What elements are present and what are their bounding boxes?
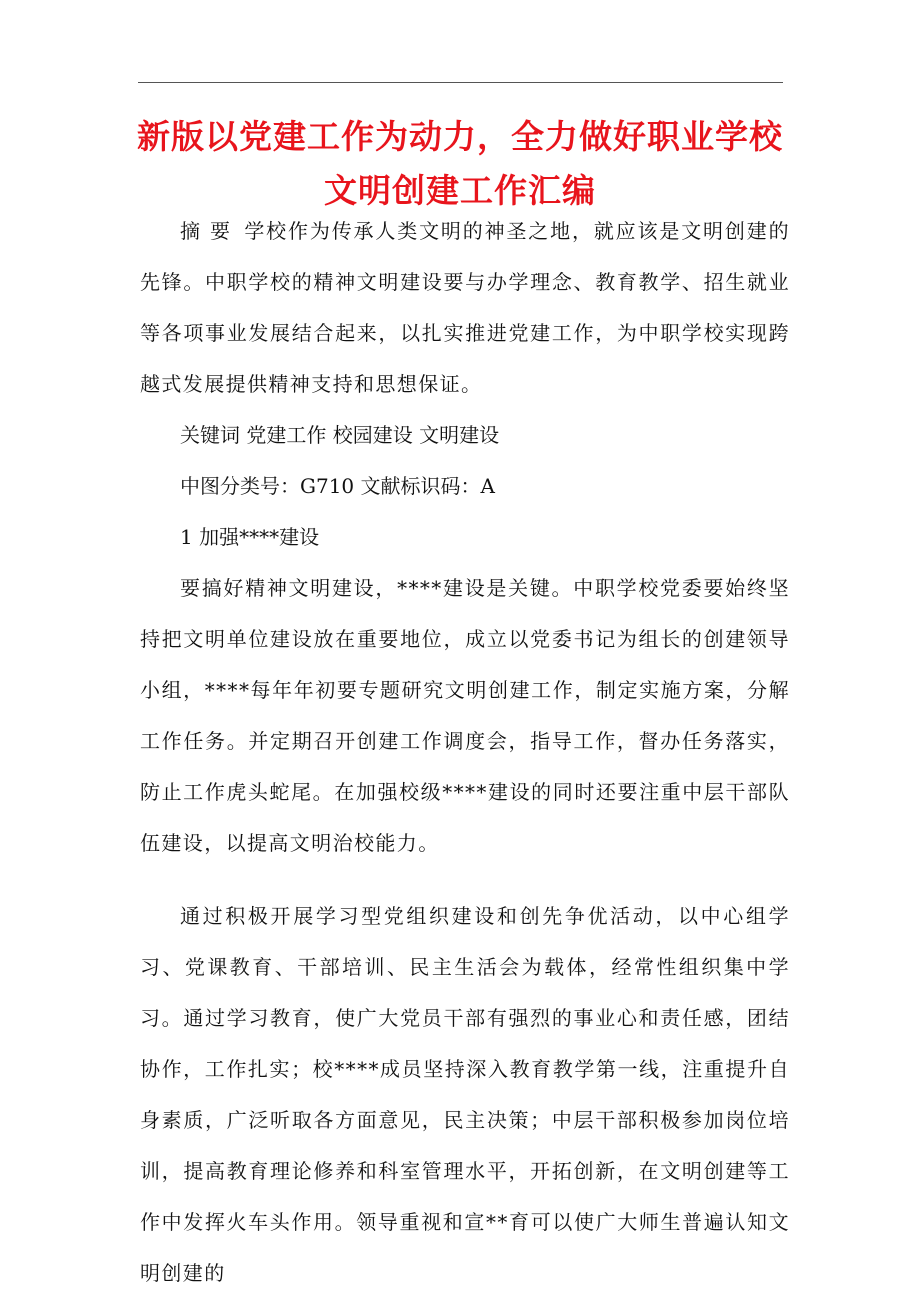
abstract-text: 学校作为传承人类文明的神圣之地，就应该是文明创建的先锋。中职学校的精神文明建设要与办学理念、教育教学、招生就业等各项事业发展结合起来，以扎实推进党建工作，为中职学校实现跨越式发展提供精神支持和思想保证。 (140, 219, 790, 396)
document-body (140, 206, 790, 1299)
title-line-2: 文明创建工作汇编 (324, 171, 596, 210)
body-paragraph-1: 要搞好精神文明建设，****建设是关键。中职学校党委要始终坚持把文明单位建设放在重要地位，成立以党委书记为组长的创建领导小组，****每年年初要专题研究文明创建工作，制定实施方案，分解工作任务。并定期召开创建工作调度会，指导工作，督办任务落实，防止工作虎头蛇尾。在加强校级****建设的同时还要注重中层干部队伍建设，以提高文明治校能力。 (140, 576, 790, 855)
classification-line: 中图分类号：G710 文献标识码：A (180, 474, 495, 498)
abstract-label: 摘 要 (180, 219, 232, 243)
paragraph-spacer (140, 869, 790, 891)
document-title (130, 110, 790, 218)
header-rule (138, 82, 783, 83)
section-heading: 1 加强****建设 (180, 525, 320, 549)
title-line-1: 新版以党建工作为动力，全力做好职业学校 (137, 117, 783, 156)
keywords-line: 关键词 党建工作 校园建设 文明建设 (180, 423, 500, 447)
abstract-paragraph (140, 206, 790, 410)
body-paragraph-2: 通过积极开展学习型党组织建设和创先争优活动，以中心组学习、党课教育、干部培训、民主生活会为载体，经常性组织集中学习。通过学习教育，使广大党员干部有强烈的事业心和责任感，团结协作，工作扎实；校****成员坚持深入教育教学第一线，注重提升自身素质，广泛听取各方面意见，民主决策；中层干部积极参加岗位培训，提高教育理论修养和科室管理水平，开拓创新，在文明创建等工作中发挥火车头作用。领导重视和宣**育可以使广大师生普遍认知文明创建的 (140, 904, 790, 1285)
